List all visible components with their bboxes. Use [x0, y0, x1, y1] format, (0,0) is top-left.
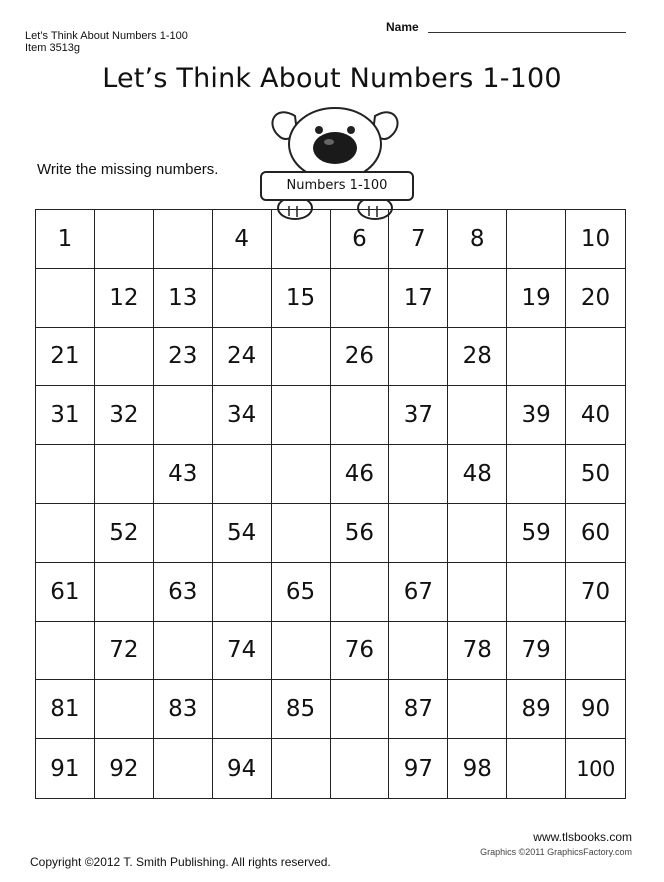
grid-cell: 61	[36, 563, 95, 622]
grid-cell-blank[interactable]	[389, 328, 448, 387]
grid-cell-blank[interactable]	[36, 445, 95, 504]
grid-cell: 17	[389, 269, 448, 328]
grid-cell: 39	[507, 386, 566, 445]
grid-cell-blank[interactable]	[331, 739, 390, 798]
grid-cell-blank[interactable]	[272, 504, 331, 563]
name-label: Name	[386, 20, 419, 34]
number-grid	[35, 209, 626, 799]
grid-cell-blank[interactable]	[95, 445, 154, 504]
grid-cell-blank[interactable]	[331, 269, 390, 328]
grid-cell: 37	[389, 386, 448, 445]
grid-cell-blank[interactable]	[272, 739, 331, 798]
grid-cell-blank[interactable]	[448, 504, 507, 563]
grid-cell: 21	[36, 328, 95, 387]
mascot-banner: Numbers 1-100	[260, 171, 414, 201]
grid-cell: 83	[154, 680, 213, 739]
grid-cell: 81	[36, 680, 95, 739]
grid-cell: 26	[331, 328, 390, 387]
grid-cell: 31	[36, 386, 95, 445]
grid-cell-blank[interactable]	[95, 563, 154, 622]
grid-cell-blank[interactable]	[213, 445, 272, 504]
grid-cell-blank[interactable]	[448, 269, 507, 328]
grid-cell: 78	[448, 622, 507, 681]
grid-cell: 28	[448, 328, 507, 387]
grid-cell-blank[interactable]	[448, 386, 507, 445]
grid-cell-blank[interactable]	[213, 563, 272, 622]
grid-cell-blank[interactable]	[566, 328, 625, 387]
name-line	[428, 32, 626, 33]
grid-cell-blank[interactable]	[389, 622, 448, 681]
grid-cell: 63	[154, 563, 213, 622]
grid-cell: 54	[213, 504, 272, 563]
grid-cell-blank[interactable]	[213, 269, 272, 328]
page-title: Let’s Think About Numbers 1-100	[102, 63, 562, 94]
grid-cell-blank[interactable]	[448, 680, 507, 739]
grid-cell-blank[interactable]	[95, 328, 154, 387]
footer-website: www.tlsbooks.com	[533, 830, 632, 844]
grid-cell: 52	[95, 504, 154, 563]
grid-cell: 79	[507, 622, 566, 681]
grid-cell: 46	[331, 445, 390, 504]
grid-cell-blank[interactable]	[36, 622, 95, 681]
grid-cell-blank[interactable]	[154, 504, 213, 563]
grid-cell: 89	[507, 680, 566, 739]
grid-cell-blank[interactable]	[331, 563, 390, 622]
grid-cell-blank[interactable]	[272, 622, 331, 681]
footer-copyright: Copyright ©2012 T. Smith Publishing. All rights reserved.	[30, 855, 331, 869]
grid-cell: 72	[95, 622, 154, 681]
grid-cell-blank[interactable]	[154, 622, 213, 681]
grid-cell-blank[interactable]	[272, 386, 331, 445]
grid-cell: 76	[331, 622, 390, 681]
grid-cell: 23	[154, 328, 213, 387]
grid-cell: 91	[36, 739, 95, 798]
footer-graphics-credit: Graphics ©2011 GraphicsFactory.com	[480, 847, 632, 857]
grid-cell-blank[interactable]	[36, 504, 95, 563]
grid-cell: 59	[507, 504, 566, 563]
grid-cell: 34	[213, 386, 272, 445]
grid-cell: 92	[95, 739, 154, 798]
grid-cell: 6	[331, 210, 390, 269]
grid-cell: 8	[448, 210, 507, 269]
grid-cell-blank[interactable]	[507, 445, 566, 504]
grid-cell: 13	[154, 269, 213, 328]
grid-cell-blank[interactable]	[272, 210, 331, 269]
grid-cell-blank[interactable]	[154, 739, 213, 798]
grid-cell: 48	[448, 445, 507, 504]
grid-cell-blank[interactable]	[36, 269, 95, 328]
grid-cell: 40	[566, 386, 625, 445]
grid-cell: 24	[213, 328, 272, 387]
grid-cell: 65	[272, 563, 331, 622]
grid-cell: 10	[566, 210, 625, 269]
header-worksheet-title: Let’s Think About Numbers 1-100	[25, 30, 188, 42]
grid-cell-blank[interactable]	[272, 445, 331, 504]
grid-cell: 12	[95, 269, 154, 328]
grid-cell: 19	[507, 269, 566, 328]
grid-cell-blank[interactable]	[95, 680, 154, 739]
grid-cell: 56	[331, 504, 390, 563]
grid-cell-blank[interactable]	[507, 563, 566, 622]
grid-cell: 87	[389, 680, 448, 739]
grid-cell: 90	[566, 680, 625, 739]
grid-cell-blank[interactable]	[272, 328, 331, 387]
grid-cell-blank[interactable]	[566, 622, 625, 681]
instructions: Write the missing numbers.	[37, 161, 219, 178]
grid-cell: 32	[95, 386, 154, 445]
grid-cell: 43	[154, 445, 213, 504]
grid-cell: 74	[213, 622, 272, 681]
grid-cell-blank[interactable]	[389, 445, 448, 504]
grid-cell-blank[interactable]	[154, 386, 213, 445]
grid-cell-blank[interactable]	[389, 504, 448, 563]
grid-cell: 7	[389, 210, 448, 269]
grid-cell: 4	[213, 210, 272, 269]
grid-cell-blank[interactable]	[507, 739, 566, 798]
grid-cell: 98	[448, 739, 507, 798]
grid-cell: 70	[566, 563, 625, 622]
grid-cell: 15	[272, 269, 331, 328]
dog-mascot-icon	[255, 94, 415, 222]
grid-cell: 94	[213, 739, 272, 798]
grid-cell: 67	[389, 563, 448, 622]
grid-cell: 100	[576, 756, 615, 781]
grid-cell-blank[interactable]	[507, 328, 566, 387]
grid-cell: 85	[272, 680, 331, 739]
grid-cell-blank[interactable]	[507, 210, 566, 269]
grid-cell: 60	[566, 504, 625, 563]
grid-cell: 97	[389, 739, 448, 798]
grid-cell: 50	[566, 445, 625, 504]
grid-cell-blank[interactable]	[448, 563, 507, 622]
grid-cell-blank[interactable]	[154, 210, 213, 269]
grid-cell: 1	[36, 210, 95, 269]
grid-cell-blank[interactable]	[331, 386, 390, 445]
grid-cell: 20	[566, 269, 625, 328]
header-item-number: Item 3513g	[25, 42, 81, 54]
grid-cell-blank[interactable]	[95, 210, 154, 269]
grid-cell-blank[interactable]	[213, 680, 272, 739]
grid-cell-blank[interactable]	[331, 680, 390, 739]
